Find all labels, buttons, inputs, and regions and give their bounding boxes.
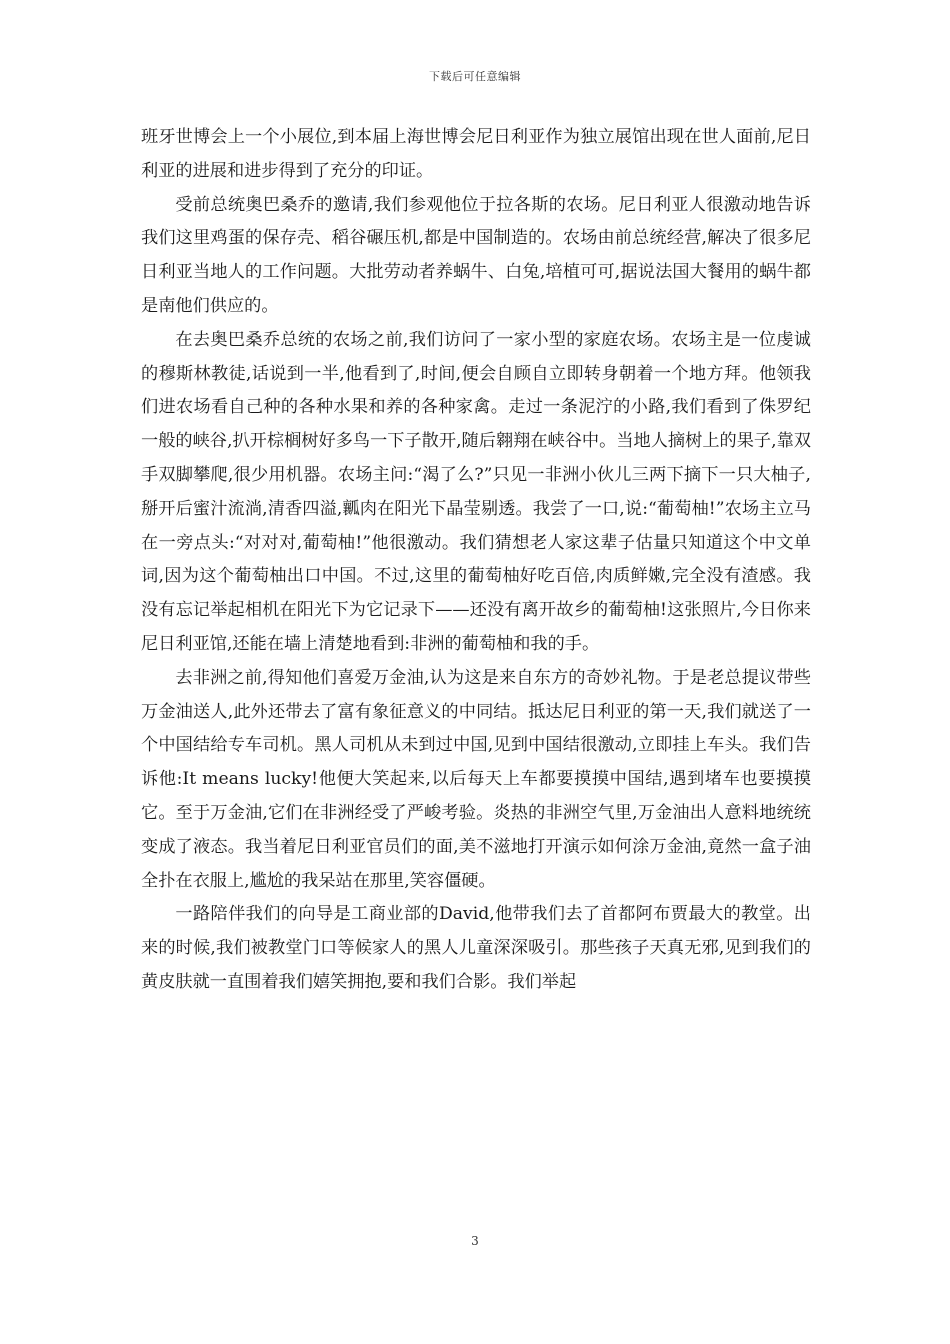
paragraph: 班牙世博会上一个小展位,到本届上海世博会尼日利亚作为独立展馆出现在世人面前,尼日利亚的进展和进步得到了充分的印证。 bbox=[141, 127, 811, 181]
page-header: 下载后可任意编辑 bbox=[429, 70, 521, 83]
paragraph: 受前总统奥巴桑乔的邀请,我们参观他位于拉各斯的农场。尼日利亚人很激动地告诉我们这里鸡蛋的保存壳、稻谷碾压机,都是中国制造的。农场由前总统经营,解决了很多尼日利亚当地人的工作问题。大批劳动者养蜗牛、白兔,培植可可,据说法国大餐用的蜗牛都是南他们供应的。 bbox=[141, 194, 811, 316]
document-body bbox=[141, 121, 811, 1000]
paragraph: 一路陪伴我们的向导是工商业部的David,他带我们去了首都阿布贾最大的教堂。出来的时候,我们被教堂门口等候家人的黑人儿童深深吸引。那些孩子天真无邪,见到我们的黄皮肤就一直围着我们嬉笑拥抱,要和我们合影。我们举起 bbox=[141, 904, 811, 992]
page-number: 3 bbox=[471, 1234, 479, 1248]
paragraph: 在去奥巴桑乔总统的农场之前,我们访问了一家小型的家庭农场。农场主是一位虔诚的穆斯林教徒,话说到一半,他看到了,时间,便会自顾自立即转身朝着一个地方拜。他领我们进农场看自己种的各种水果和养的各种家禽。走过一条泥泞的小路,我们看到了侏罗纪一般的峡谷,扒开棕榈树好多鸟一下子散开,随后翱翔在峡谷中。当地人摘树上的果子,靠双手双脚攀爬,很少用机器。农场主问:“渴了么?”只见一非洲小伙儿三两下摘下一只大柚子,掰开后蜜汁流淌,清香四溢,瓤肉在阳光下晶莹剔透。我尝了一口,说:“葡萄柚!”农场主立马在一旁点头:“对对对,葡萄柚!”他很激动。我们猜想老人家这辈子估量只知道这个中文单词,因为这个葡萄柚出口中国。不过,这里的葡萄柚好吃百倍,肉质鲜嫩,完全没有渣感。我没有忘记举起相机在阳光下为它记录下——还没有离开故乡的葡萄柚!这张照片,今日你来尼日利亚馆,还能在墙上清楚地看到:非洲的葡萄柚和我的手。 bbox=[141, 329, 811, 654]
paragraph: 去非洲之前,得知他们喜爱万金油,认为这是来自东方的奇妙礼物。于是老总提议带些万金油送人,此外还带去了富有象征意义的中同结。抵达尼日利亚的第一天,我们就送了一个中国结给专车司机。黑人司机从未到过中国,见到中国结很激动,立即挂上车头。我们告诉他:It means lucky!他便大笑起来,以后每天上车都要摸摸中国结,遇到堵车也要摸摸它。至于万金油,它们在非洲经受了严峻考验。炎热的非洲空气里,万金油出人意料地统统变成了液态。我当着尼日利亚官员们的面,美不滋地打开演示如何涂万金油,竟然一盒子油全扑在衣服上,尴尬的我呆站在那里,笑容僵硬。 bbox=[141, 667, 811, 891]
